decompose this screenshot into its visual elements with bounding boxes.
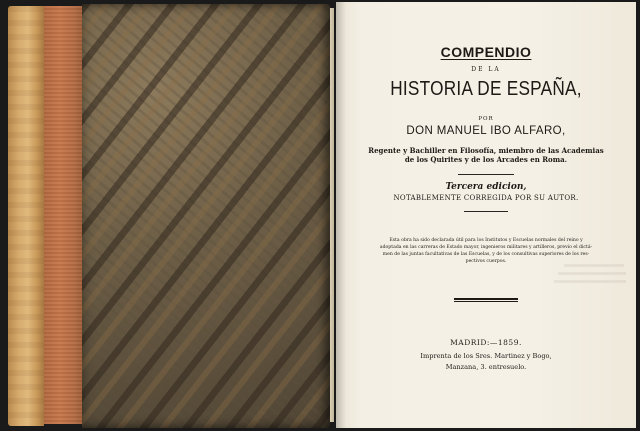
book-page-edge	[330, 8, 334, 422]
imprint-printer: Imprenta de los Sres. Martinez y Bogo,	[420, 352, 552, 360]
double-rule-top	[454, 298, 518, 300]
show-through	[554, 280, 626, 283]
paragraph-line-3: men de las juntas facultativas de las Escuelas, y de los consultivas superiores de los res-	[382, 252, 590, 257]
book-marbled-cover	[82, 4, 330, 428]
paragraph-line-2: adoptada en las carreras de Estado mayor, ingenieros militares y artilleros, previo el dictá-	[379, 245, 593, 250]
title-por: POR	[478, 116, 494, 122]
author-description-line-2: de los Quirites y de los Arcades en Roma.	[404, 155, 568, 164]
imprint-address: Manzana, 3. entresuelo.	[445, 363, 527, 371]
book-cloth-binding	[44, 6, 84, 424]
paragraph-line-1: Esta obra ha sido declarada útil para los Institutos y Escuelas normales del reino y	[389, 238, 583, 243]
closed-book	[6, 4, 328, 428]
edition-label: Tercera edicion,	[445, 182, 527, 192]
book-spine	[8, 6, 44, 426]
title-page	[336, 2, 636, 428]
edition-note: NOTABLEMENTE CORREGIDA POR SU AUTOR.	[393, 194, 579, 202]
imprint-place-year: MADRID:—1859.	[450, 338, 522, 347]
title-historia: HISTORIA DE ESPAÑA,	[390, 78, 582, 100]
paragraph-line-4: pectivos cuerpos.	[465, 259, 507, 264]
divider-rule	[458, 174, 514, 175]
double-rule-bottom	[454, 301, 518, 302]
title-de-la: DE LA	[471, 66, 501, 73]
show-through	[558, 272, 626, 275]
author-description-line-1: Regente y Bachiller en Filosofía, miembro de las Academias	[368, 146, 604, 155]
author-name: DON MANUEL IBO ALFARO,	[406, 125, 566, 137]
divider-rule	[464, 211, 508, 212]
show-through	[564, 264, 624, 267]
title-compendio: COMPENDIO	[440, 44, 532, 60]
